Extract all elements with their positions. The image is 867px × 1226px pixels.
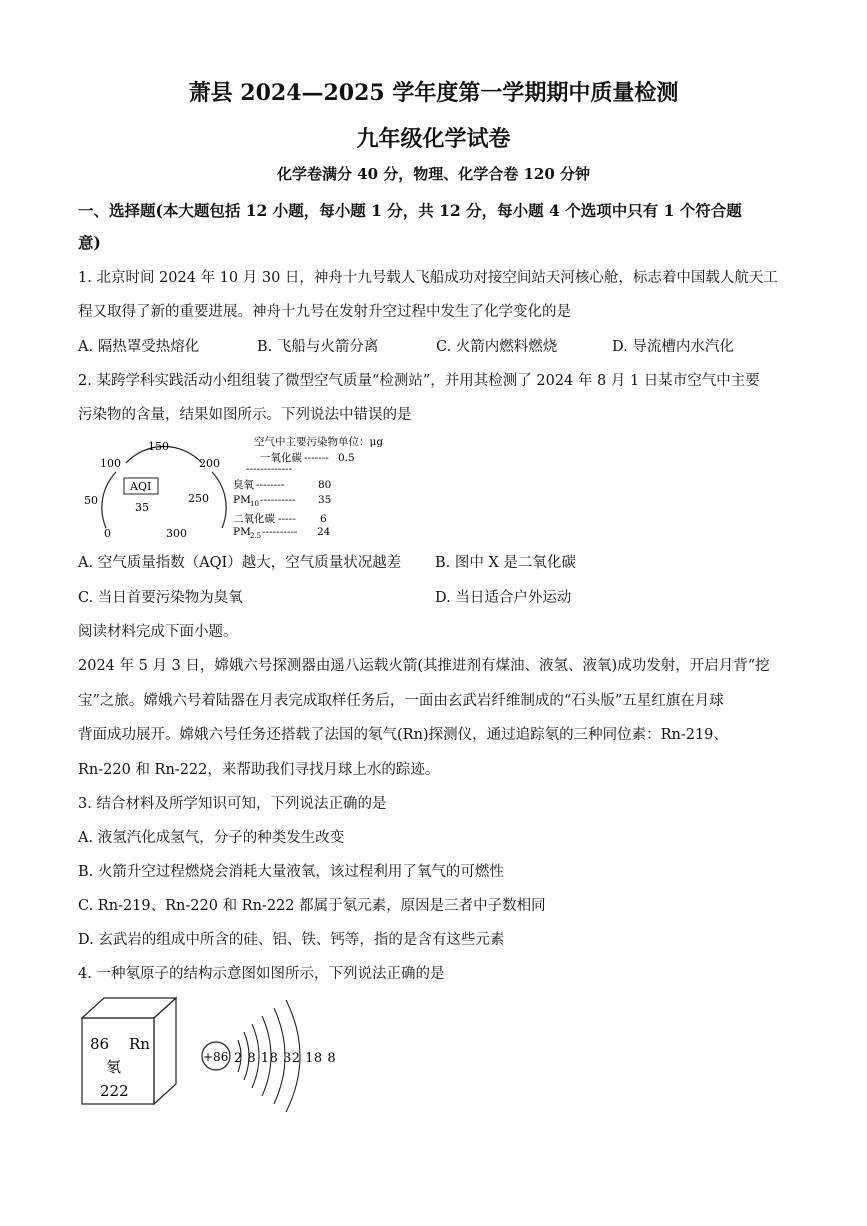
q1-option-b: B. 飞船与火箭分离 bbox=[257, 339, 379, 355]
paper-title: 九年级化学试卷 bbox=[356, 126, 511, 152]
pollutant-dashes: ------------- bbox=[246, 463, 293, 475]
q1-stem: 1. 北京时间 2024 年 10 月 30 日，神舟十九号载人飞船成功对接空间站天河核心舱，标志着中国载人航天工 bbox=[78, 270, 778, 286]
pollutant-table-title: 空气中主要污染物单位：μg bbox=[254, 436, 384, 448]
aqi-figure bbox=[70, 436, 390, 544]
pollutant-dashes: -------- bbox=[256, 479, 285, 491]
pollutant-name: 二氧化碳 bbox=[233, 513, 275, 525]
section-heading-cont: 意) bbox=[78, 233, 101, 252]
q3-option-a: A. 液氢汽化成氢气，分子的种类发生改变 bbox=[78, 830, 345, 846]
q2-option-b: B. 图中 X 是二氧化碳 bbox=[435, 555, 576, 571]
aqi-gauge bbox=[84, 440, 226, 540]
pollutant-value: 80 bbox=[318, 479, 332, 491]
section-heading: 一、选择题(本大题包括 12 小题，每小题 1 分，共 12 分，每小题 4 个选项中只有 1 个符合题 bbox=[78, 201, 742, 220]
aqi-tick: 250 bbox=[188, 492, 209, 505]
aqi-tick: 100 bbox=[100, 457, 121, 470]
pollutant-name: 臭氧 bbox=[233, 479, 254, 491]
q2-option-c: C. 当日首要污染物为臭氧 bbox=[78, 590, 243, 606]
q2-option-d: D. 当日适合户外运动 bbox=[435, 590, 572, 606]
pollutant-value: 35 bbox=[318, 494, 332, 506]
q3-option-b: B. 火箭升空过程燃烧会消耗大量液氧，该过程利用了氧气的可燃性 bbox=[78, 864, 504, 880]
pollutant-subscript: 2.5 bbox=[250, 532, 262, 540]
element-symbol: Rn bbox=[129, 1035, 150, 1053]
reading-text: 宝”之旅。嫦娥六号着陆器在月表完成取样任务后，一面由玄武岩纤维制成的“石头版”五星红旗在月球 bbox=[78, 693, 724, 709]
aqi-tick: 200 bbox=[199, 457, 220, 470]
radon-figure bbox=[76, 992, 336, 1112]
pollutant-name: PM bbox=[233, 494, 251, 506]
q4-stem: 4. 一种氡原子的结构示意图如图所示，下列说法正确的是 bbox=[78, 966, 445, 982]
pollutant-value: 6 bbox=[320, 513, 327, 525]
q3-stem: 3. 结合材料及所学知识可知，下列说法正确的是 bbox=[78, 796, 387, 812]
atomic-mass: 222 bbox=[100, 1082, 129, 1100]
q2-option-a: A. 空气质量指数（AQI）越大，空气质量状况越差 bbox=[78, 555, 402, 571]
element-name: 氡 bbox=[106, 1058, 122, 1076]
aqi-label: AQI bbox=[130, 480, 152, 493]
aqi-tick: 150 bbox=[148, 440, 169, 453]
pollutant-dashes: ------- bbox=[304, 452, 329, 464]
pollutant-dashes: ---------- bbox=[262, 526, 298, 538]
aqi-tick: 0 bbox=[104, 527, 111, 540]
q3-option-c: C. Rn-219、Rn-220 和 Rn-222 都属于氡元素，原因是三者中子数相同 bbox=[78, 898, 546, 914]
q1-option-c: C. 火箭内燃料燃烧 bbox=[436, 339, 558, 355]
pollutant-subscript: 10 bbox=[250, 500, 259, 508]
aqi-tick: 300 bbox=[166, 527, 187, 540]
atom-diagram bbox=[202, 1000, 336, 1112]
atomic-number: 86 bbox=[90, 1035, 110, 1053]
element-card bbox=[82, 998, 176, 1104]
reading-text: Rn-220 和 Rn-222，来帮助我们寻找月球上水的踪迹。 bbox=[78, 762, 440, 778]
pollutant-dashes: ---------- bbox=[260, 494, 296, 506]
pollutant-value: 0.5 bbox=[338, 452, 355, 464]
reading-text: 背面成功展开。嫦娥六号任务还搭载了法国的氡气(Rn)探测仪，通过追踪氡的三种同位素：Rn-219、 bbox=[78, 727, 728, 743]
q2-stem-cont: 污染物的含量，结果如图所示。下列说法中错误的是 bbox=[78, 407, 412, 423]
aqi-value: 35 bbox=[135, 501, 149, 514]
reading-intro: 阅读材料完成下面小题。 bbox=[78, 624, 238, 640]
q1-option-a: A. 隔热罩受热熔化 bbox=[78, 339, 200, 355]
pollutant-name: PM bbox=[233, 526, 251, 538]
pollutant-name: 一氧化碳 bbox=[260, 452, 302, 464]
nucleus-charge: +86 bbox=[203, 1050, 229, 1064]
pollutant-table bbox=[233, 436, 383, 540]
pollutant-dashes: ----- bbox=[278, 513, 296, 525]
q1-option-d: D. 导流槽内水汽化 bbox=[612, 339, 734, 355]
q2-stem: 2. 某跨学科实践活动小组组装了微型空气质量“检测站”，并用其检测了 2024 年 8 月 1 日某市空气中主要 bbox=[78, 373, 760, 389]
page-title: 萧县 2024—2025 学年度第一学期期中质量检测 bbox=[188, 80, 679, 106]
q3-option-d: D. 玄武岩的组成中所含的硅、铝、铁、钙等，指的是含有这些元素 bbox=[78, 932, 505, 948]
aqi-tick: 50 bbox=[84, 494, 98, 507]
pollutant-value: 24 bbox=[317, 526, 331, 538]
electron-shells: 2 8 18 32 18 8 bbox=[234, 1051, 336, 1066]
q1-stem-cont: 程又取得了新的重要进展。神舟十九号在发射升空过程中发生了化学变化的是 bbox=[78, 304, 571, 320]
exam-info: 化学卷满分 40 分，物理、化学合卷 120 分钟 bbox=[276, 165, 591, 183]
reading-text: 2024 年 5 月 3 日，嫦娥六号探测器由遥八运载火箭(其推进剂有煤油、液氢、液氧)成功发射，开启月背“挖 bbox=[78, 658, 770, 674]
